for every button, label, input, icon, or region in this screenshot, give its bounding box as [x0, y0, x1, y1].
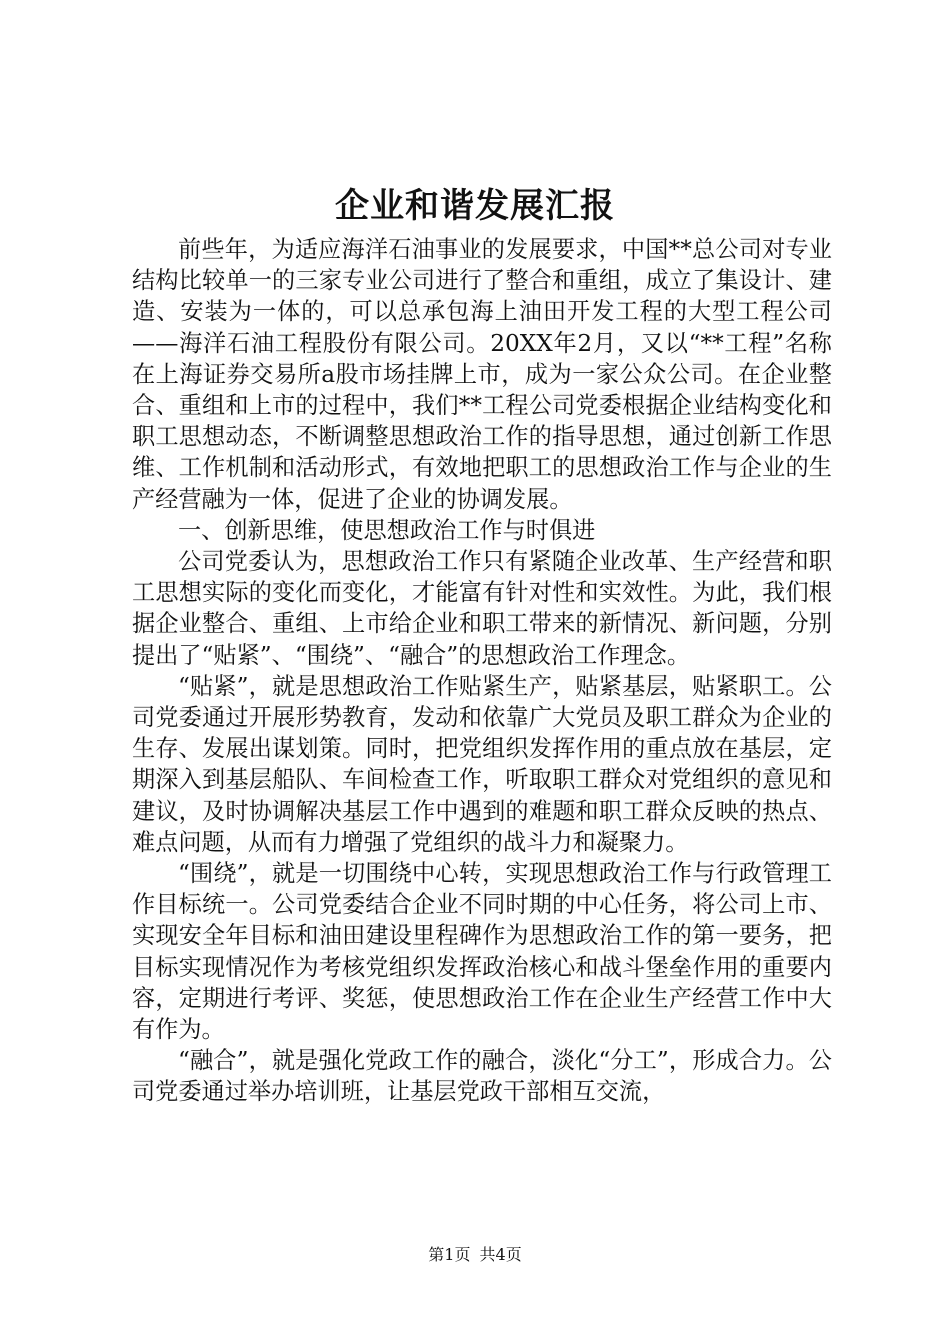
- page-total: 共4页: [479, 1245, 522, 1264]
- intro-paragraph: 前些年，为适应海洋石油事业的发展要求，中国**总公司对专业结构比较单一的三家专业公司进行了整合和重组，成立了集设计、建造、安装为一体的，可以总承包海上油田开发工程的大型工程公司——海洋石油工程股份有限公司。20XX年2月，又以“**工程”名称在上海证券交易所a股市场挂牌上市，成为一家公众公司。在企业整合、重组和上市的过程中，我们**工程公司党委根据企业结构变化和职工思想动态，不断调整思想政治工作的指导思想，通过创新工作思维、工作机制和活动形式，有效地把职工的思想政治工作与企业的生产经营融为一体，促进了企业的协调发展。: [132, 236, 832, 513]
- page-title: 企业和谐发展汇报: [335, 186, 615, 226]
- body-paragraph: 公司党委认为，思想政治工作只有紧随企业改革、生产经营和职工思想实际的变化而变化，才能富有针对性和实效性。为此，我们根据企业整合、重组、上市给企业和职工带来的新情况、新问题，分别提出了“贴紧”、“围绕”、“融合”的思想政治工作理念。: [132, 548, 832, 669]
- section-heading: 一、创新思维，使思想政治工作与时俱进: [178, 516, 596, 544]
- document-body: [132, 234, 832, 1108]
- page-footer: [0, 1244, 950, 1266]
- body-paragraph: “围绕”，就是一切围绕中心转，实现思想政治工作与行政管理工作目标统一。公司党委结合企业不同时期的中心任务，将公司上市、实现安全年目标和油田建设里程碑作为思想政治工作的第一要务，把目标实现情况作为考核党组织发挥政治核心和战斗堡垒作用的重要内容，定期进行考评、奖惩，使思想政治工作在企业生产经营工作中大有作为。: [132, 860, 832, 1044]
- body-paragraph: “贴紧”，就是思想政治工作贴紧生产，贴紧基层，贴紧职工。公司党委通过开展形势教育，发动和依靠广大党员及职工群众为企业的生存、发展出谋划策。同时，把党组织发挥作用的重点放在基层，定期深入到基层船队、车间检查工作，听取职工群众对党组织的意见和建议，及时协调解决基层工作中遇到的难题和职工群众反映的热点、难点问题，从而有力增强了党组织的战斗力和凝聚力。: [132, 672, 832, 856]
- page-number: 第1页: [428, 1245, 471, 1264]
- body-paragraph: “融合”，就是强化党政工作的融合，淡化“分工”，形成合力。公司党委通过举办培训班，让基层党政干部相互交流，: [132, 1047, 832, 1106]
